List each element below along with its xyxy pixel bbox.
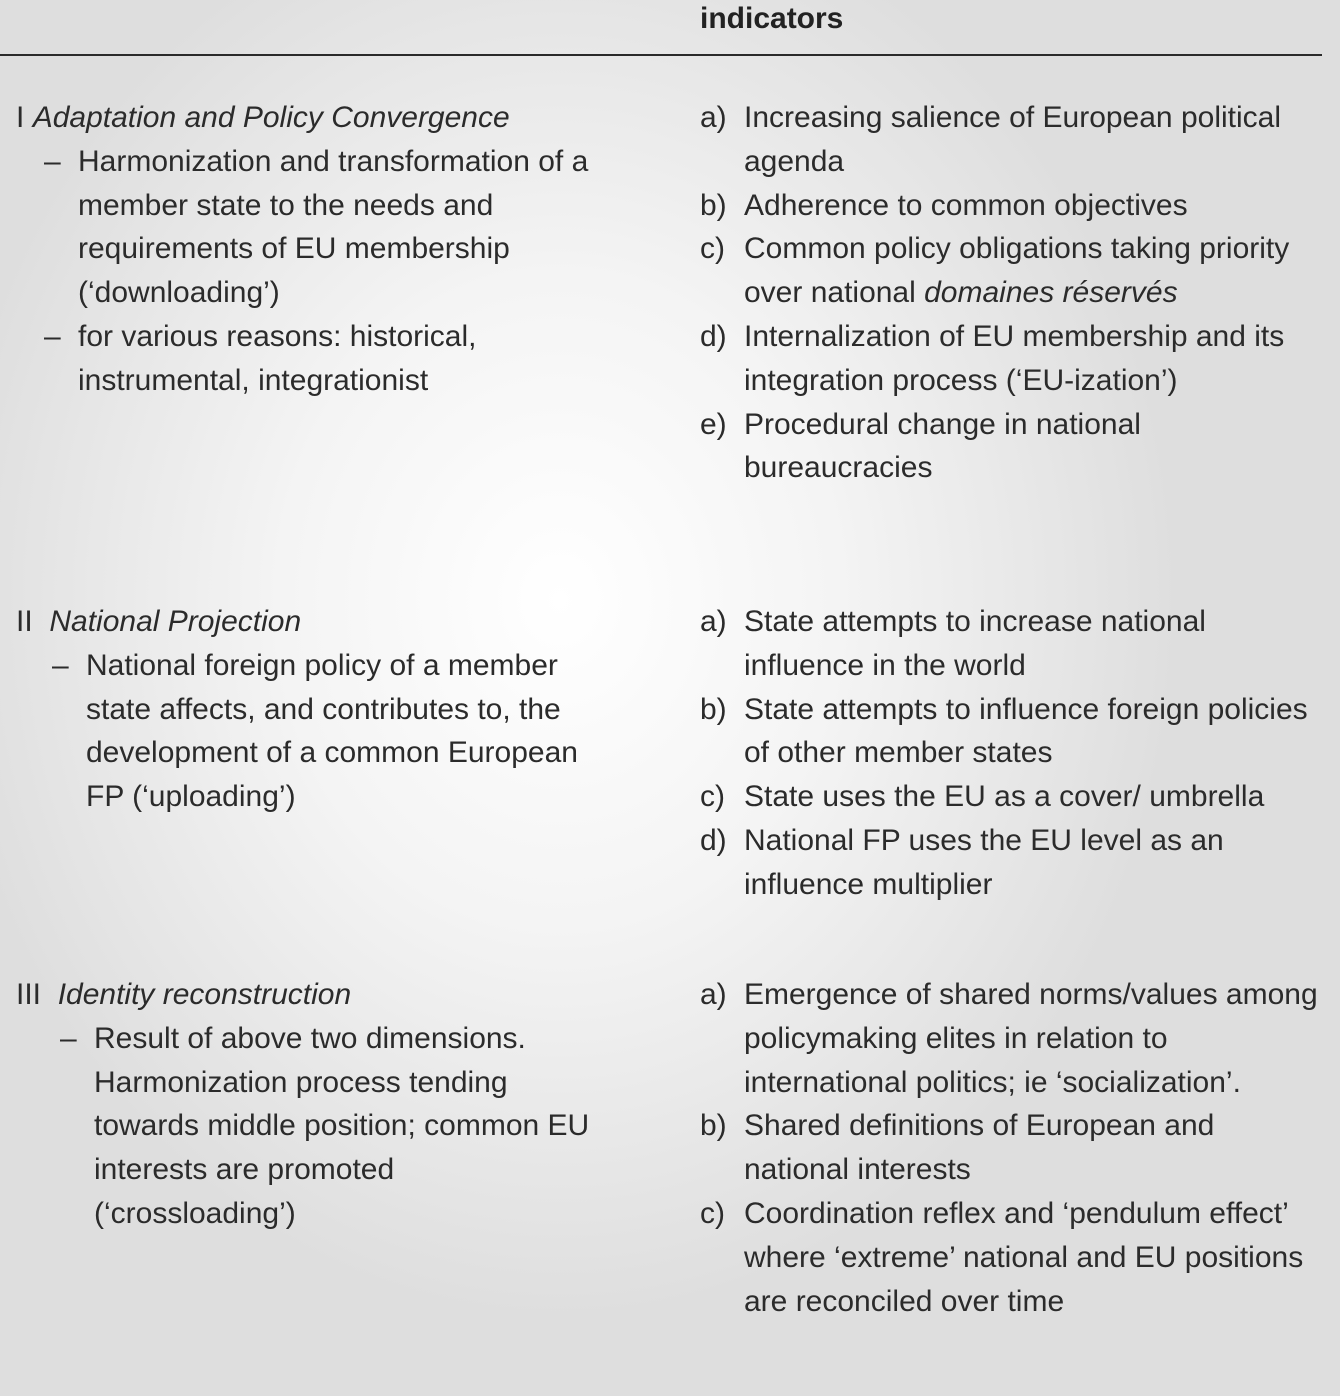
- dimension-name: Identity reconstruction: [57, 978, 352, 1011]
- description-item: – Result of above two dimensions. Harmonization process tending towards middle position; common EU interests are promoted (‘crossloading’): [60, 1017, 600, 1236]
- dimension-description: [16, 600, 636, 819]
- dash-bullet: –: [44, 319, 61, 353]
- indicator-item: d) Internalization of EU membership and its integration process (‘EU-ization’): [700, 319, 1285, 397]
- indicator-item: c) State uses the EU as a cover/ umbrella: [700, 780, 1265, 814]
- description-list: [44, 140, 604, 403]
- description-list: [52, 644, 592, 819]
- indicator-item: b) Shared definitions of European and national interests: [700, 1109, 1215, 1187]
- indicator-list: [700, 973, 1320, 1323]
- indicator-item: a) State attempts to increase national influence in the world: [700, 605, 1206, 682]
- description-list: [60, 1017, 600, 1236]
- description-item: – National foreign policy of a member state affects, and contributes to, the development of a common European FP (‘uploading’): [52, 644, 592, 819]
- indicator-column: [700, 973, 1320, 1323]
- dimension-numeral: III: [16, 978, 42, 1011]
- italic-term: domaines réservés: [924, 276, 1178, 310]
- indicator-item: b) Adherence to common objectives: [700, 188, 1188, 222]
- indicator-list: [700, 600, 1320, 907]
- dimension-description: [16, 973, 636, 1236]
- dash-bullet: –: [52, 648, 69, 682]
- indicator-item: d) National FP uses the EU level as an influence multiplier: [700, 823, 1224, 901]
- description-item: – for various reasons: historical, instrumental, integrationist: [44, 315, 604, 403]
- dash-bullet: –: [60, 1021, 77, 1055]
- dash-bullet: –: [44, 144, 61, 178]
- dimension-name: National Projection: [49, 605, 302, 638]
- indicators-column-header: indicators: [700, 2, 844, 35]
- indicator-item: a) Emergence of shared norms/values among policymaking elites in relation to international politics; ie ‘socialization’.: [700, 978, 1318, 1099]
- header-rule: [0, 54, 1322, 56]
- indicator-column: [700, 96, 1320, 490]
- indicator-item: c) Coordination reflex and ‘pendulum effect’ where ‘extreme’ national and EU positions are reconciled over time: [700, 1196, 1304, 1318]
- indicator-item: c) Common policy obligations taking priority over national domaines réservés: [700, 232, 1290, 310]
- indicator-item: a) Increasing salience of European political agenda: [700, 101, 1281, 178]
- indicator-item: e) Procedural change in national bureaucracies: [700, 407, 1141, 485]
- dimension-description: [16, 96, 636, 403]
- dimension-title: [16, 96, 636, 140]
- description-item: – Harmonization and transformation of a member state to the needs and requirements of EU membership (‘downloading’): [44, 140, 604, 315]
- dimension-title: [16, 973, 636, 1017]
- indicator-column: [700, 600, 1320, 907]
- indicator-item: b) State attempts to influence foreign policies of other member states: [700, 692, 1308, 770]
- dimension-numeral: I: [16, 101, 25, 134]
- dimension-title: [16, 600, 636, 644]
- dimension-name: Adaptation and Policy Convergence: [32, 101, 510, 134]
- dimension-numeral: II: [16, 605, 33, 638]
- indicator-list: [700, 96, 1320, 490]
